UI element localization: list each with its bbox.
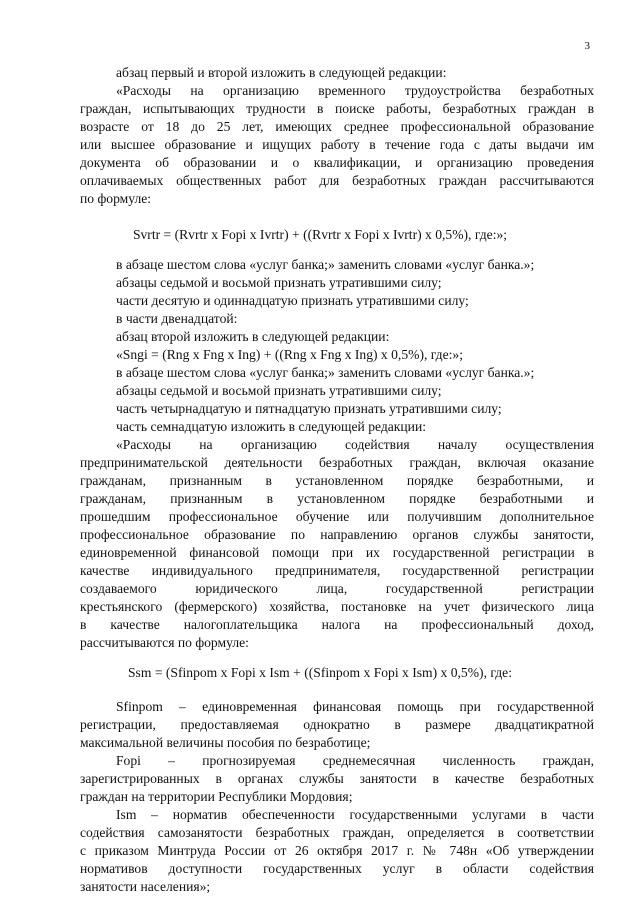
paragraph-line: в качестве налогоплательщика налога на профессиональный доход, (80, 617, 594, 632)
paragraph-line: абзацы седьмой и восьмой признать утратившими силу; (116, 275, 442, 290)
paragraph-line: крестьянского (фермерского) хозяйства, постановке на учет физического лица (80, 599, 594, 614)
paragraph-line: гражданам, признанным в установленном порядке безработными, и (80, 473, 594, 488)
paragraph-line: регистрации, предоставляемая однократно в размере двадцатикратной (80, 717, 594, 732)
paragraph-line: гражданам, признанным в установленном порядке безработными и (80, 491, 594, 506)
paragraph-line: занятости населения»; (80, 879, 211, 894)
paragraph-line: абзацы седьмой и восьмой признать утратившими силу; (116, 383, 442, 398)
paragraph-line: граждан на территории Республики Мордовия; (80, 789, 353, 804)
paragraph-line: часть четырнадцатую и пятнадцатую признать утратившими силу; (116, 401, 502, 416)
paragraph-line: единовременной финансовой помощи при их государственной регистрации в (80, 545, 594, 560)
paragraph-line: по формуле: (80, 191, 152, 206)
paragraph-line: максимальной величины пособия по безработице; (80, 735, 371, 750)
paragraph-line: оплачиваемых общественных работ для безработных граждан рассчитываются (80, 173, 594, 188)
paragraph-line: «Расходы на организацию содействия началу осуществления (116, 437, 594, 452)
paragraph-line: абзац первый и второй изложить в следующей редакции: (116, 65, 447, 80)
paragraph-line: Ism – норматив обеспеченности государственными услугами в части (116, 807, 594, 822)
paragraph-line: предпринимательской деятельности безработных граждан, включая оказание (80, 455, 594, 470)
paragraph-line: граждан, испытывающих трудности в поиске работы, безработных граждан в (80, 101, 594, 116)
paragraph-line: часть семнадцатую изложить в следующей редакции: (116, 419, 427, 434)
paragraph-line: с приказом Минтруда России от 26 октября 2017 г. № 748н «Об утверждении (80, 843, 594, 858)
paragraph-line: Fopi – прогнозируемая среднемесячная численность граждан, (116, 753, 594, 768)
paragraph-line: возрасте от 18 до 25 лет, имеющих среднее профессиональной образование (80, 119, 594, 134)
paragraph-line: в части двенадцатой: (116, 311, 238, 326)
paragraph-line: Sfinpom – единовременная финансовая помощь при государственной (116, 699, 594, 714)
paragraph-line: нормативов доступности государственных услуг в области содействия (80, 861, 594, 876)
paragraph-line: создаваемого юридического лица, государственной регистрации (80, 581, 594, 596)
paragraph-line: качестве индивидуального предпринимателя, государственной регистрации (80, 563, 594, 578)
formula-sngi: «Sngi = (Rng x Fng x Ing) + ((Rng x Fng x Ing) x 0,5%), где:»; (116, 347, 463, 362)
paragraph-line: или высшее образование и ищущих работу в течение года с даты выдачи им (80, 137, 594, 152)
paragraph-line: содействия самозанятости безработных граждан, определяется в соответствии (80, 825, 594, 840)
paragraph-line: в абзаце шестом слова «услуг банка;» заменить словами «услуг банка.»; (116, 257, 535, 272)
paragraph-line: профессиональное образование по направлению органов службы занятости, (80, 527, 594, 542)
paragraph-line: рассчитываются по формуле: (80, 635, 249, 650)
paragraph-line: прошедшим профессиональное обучение или получившим дополнительное (80, 509, 594, 524)
paragraph-line: в абзаце шестом слова «услуг банка;» заменить словами «услуг банка.»; (116, 365, 535, 380)
paragraph-line: «Расходы на организацию временного трудоустройства безработных (116, 83, 594, 98)
paragraph-line: части десятую и одиннадцатую признать утратившими силу; (116, 293, 469, 308)
formula-svrtr: Svrtr = (Rvrtr x Fopi x Ivrtr) + ((Rvrtr x Fopi x Ivrtr) x 0,5%), где:»; (132, 227, 508, 242)
paragraph-line: абзац второй изложить в следующей редакции: (116, 329, 390, 344)
page-number: 3 (584, 40, 590, 52)
formula-ssm: Ssm = (Sfinpom x Fopi x Ism + ((Sfinpom x Fopi x Ism) x 0,5%), где: (128, 665, 512, 680)
paragraph-line: зарегистрированных в органах службы занятости в качестве безработных (80, 771, 594, 786)
paragraph-line: документа об образовании и о квалификации, и организацию проведения (80, 155, 594, 170)
